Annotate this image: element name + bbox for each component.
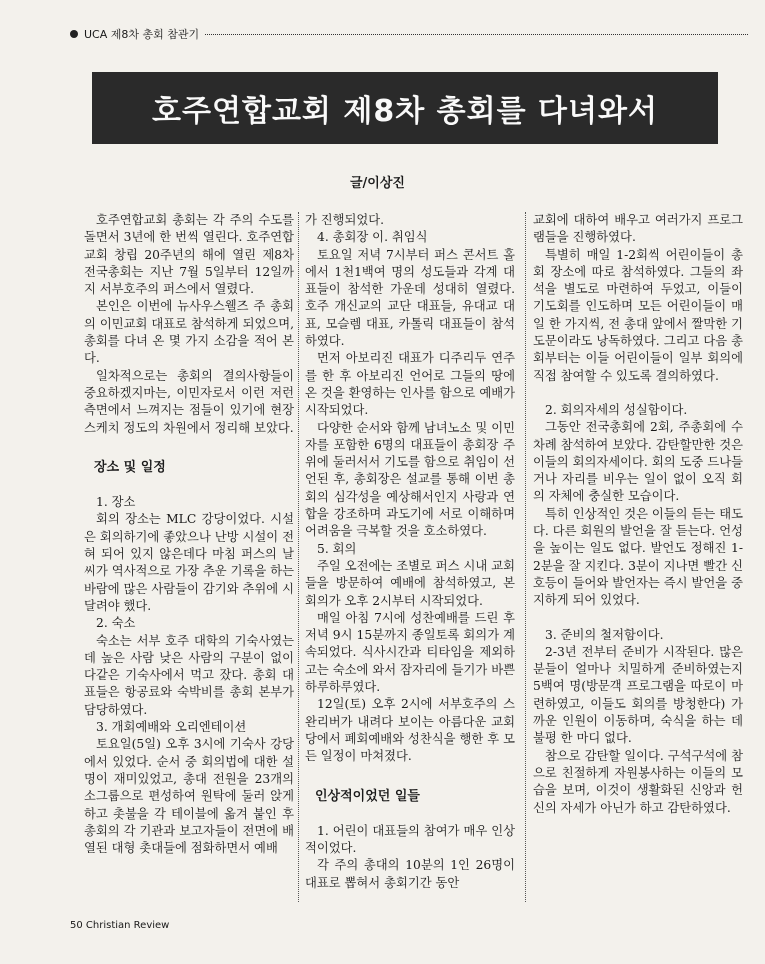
paragraph: 본인은 이번에 뉴사우스웰즈 주 총회의 이민교회 대표로 참석하게 되었으며, 총회를 다녀 온 몇 가지 소감을 적어 본다.	[84, 299, 294, 366]
paragraph: 그동안 전국총회에 2회, 주총회에 수 차례 참석하여 보았다. 감탄할만한 것은 이들의 회의자세이다. 회의 도중 드나들거나 자리를 비우는 일이 없이 오직 회의 자체에 충실한 모습이다.	[533, 420, 743, 504]
paragraph: 토요일 저녁 7시부터 퍼스 콘서트 홀에서 1천1백여 명의 성도들과 각계 대표들이 참석한 가운데 성대히 열렸다. 호주 개신교의 교단 대표들, 유대교 대표, 모슬렘 대표, 카톨릭 대표들이 참석하였다.	[305, 247, 515, 349]
subheading: 2. 회의자세의 성실함이다.	[545, 402, 688, 417]
column-divider	[525, 212, 526, 902]
section-header-label: UCA 제8차 총회 참관기	[84, 28, 200, 41]
section-heading: 인상적이었던 일들	[315, 788, 420, 804]
paragraph: 교회에 대하여 배우고 여러가지 프로그램들을 진행하였다.	[533, 213, 743, 245]
column-2	[305, 212, 515, 892]
subheading: 4. 총회장 이. 취임식	[317, 230, 428, 245]
paragraph: 호주연합교회 총회는 각 주의 수도를 돌면서 3년에 한 번씩 열린다. 호주연합교회 창립 20주년의 해에 열린 제8차 전국총회는 지난 7월 5일부터 12일까지 서부호주의 퍼스에서 열렸다.	[84, 213, 294, 297]
paragraph: 주일 오전에는 조별로 퍼스 시내 교회들을 방문하여 예배에 참석하였고, 본 회의가 오후 2시부터 시작되었다.	[305, 558, 515, 608]
paragraph: 매일 아침 7시에 성찬예배를 드린 후 저녁 9시 15분까지 종일토록 회의가 계속되었다. 식사시간과 티타임을 제외하고는 숙소에 와서 잠자리에 들기가 바쁜 하루하루였다.	[305, 610, 515, 695]
spacer	[533, 385, 743, 402]
subheading: 3. 개회예배와 오리엔테이션	[96, 720, 247, 735]
paragraph: 2-3년 전부터 준비가 시작된다. 많은 분들이 얼마나 치밀하게 준비하였는지 5백여 명(방문객 프로그램을 따로이 마련하였고, 이들도 회의를 방청한다) 가까운 인원이 이동하며, 숙식을 하는 데 불평 한 마디 없다.	[533, 644, 743, 746]
paragraph: 참으로 감탄할 일이다. 구석구석에 참으로 친절하게 자원봉사하는 이들의 모습을 보며, 이것이 생활화된 신앙과 헌신의 자세가 아닌가 하고 감탄하였다.	[533, 748, 743, 815]
subheading: 2. 숙소	[96, 616, 136, 631]
bullet-icon	[70, 30, 78, 38]
paragraph: 가 진행되었다.	[305, 213, 385, 227]
subheading: 1. 어린이 대표들의 참여가 매우 인상적이었다.	[305, 823, 515, 856]
paragraph: 일차적으로는 총회의 결의사항들이 중요하겠지마는, 이민자로서 이런 저런 측면에서 느껴지는 점들이 있기에 현장 스케치 정도의 차원에서 정리해 보았다.	[84, 368, 294, 435]
paragraph: 12일(토) 오후 2시에 서부호주의 스완리버가 내려다 보이는 아름다운 교회당에서 폐회예배와 성찬식을 행한 후 모든 일정이 마쳐졌다.	[305, 697, 515, 764]
paragraph: 특별히 매일 1-2회씩 어린이들이 총회 장소에 따로 참석하였다. 그들의 좌석을 별도로 마련하여 두었고, 이들이 기도회를 인도하며 모든 어린이들이 매일 한 가지씩, 전 총대 앞에서 짤막한 기도문이라도 낭독하였다. 그리고 다음 총회부터는 이들 어린이들이 일부 회의에 직접 참여할 수 있도록 결의하였다.	[533, 247, 743, 383]
paragraph: 토요일(5일) 오후 3시에 기숙사 강당에서 있었다. 순서 중 회의법에 대한 설명이 재미있었고, 총대 전원을 23개의 소그룹으로 편성하여 원탁에 둘러 앉게 하고 촛불을 각 테이블에 옮겨 붙인 후 총회의 각 기관과 보고자들이 전면에 배열된 대형 촛대들에 점화하면서 예배	[84, 737, 294, 856]
column-divider	[298, 212, 299, 902]
section-heading: 장소 및 일정	[94, 459, 166, 475]
subheading: 3. 준비의 철저함이다.	[545, 627, 664, 642]
byline: 글/이상진	[350, 176, 405, 191]
section-header	[70, 24, 748, 44]
paragraph: 먼저 아보리진 대표가 디주리두 연주를 한 후 아보리진 언어로 그들의 땅에 온 것을 환영하는 인사를 함으로 예배가 시작되었다.	[305, 351, 515, 418]
paragraph: 다양한 순서와 함께 남녀노소 및 이민자를 포함한 6명의 대표들이 총회장 주위에 둘러서서 기도를 함으로 취임이 선언된 후, 총회장은 설교를 통해 이번 총회의 심각성을 예상해서인지 사랑과 연합을 강조하며 과도기에 서로 이해하며 어려움을 극복할 것을 호소하였다.	[305, 420, 515, 539]
column-3	[533, 212, 743, 817]
paragraph: 각 주의 총대의 10분의 1인 26명이 대표로 뽑혀서 총회기간 동안	[305, 858, 515, 890]
paragraph: 특히 인상적인 것은 이들의 듣는 태도다. 다른 회원의 발언을 잘 듣는다. 언성을 높이는 일도 없다. 발언도 정해진 1-2분을 잘 지킨다. 3분이 지나면 빨간 신호등이 들어와 발언자는 즉시 발언을 중지하게 되어 있었다.	[533, 506, 743, 608]
article-title: 호주연합교회 제8차 총회를 다녀와서	[152, 94, 658, 129]
paragraph: 회의 장소는 MLC 강당이었다. 시설은 회의하기에 좋았으나 난방 시설이 전혀 되어 있지 않은데다 마침 퍼스의 날씨가 역사적으로 가장 추운 기록을 하는 바람에 많은 사람들이 감기와 추위에 시달려야 했다.	[84, 512, 294, 613]
subheading: 1. 장소	[96, 495, 136, 510]
subheading: 5. 회의	[317, 541, 357, 556]
paragraph: 숙소는 서부 호주 대학의 기숙사였는데 높은 사람 낮은 사람의 구분이 없이 다같은 기숙사에서 먹고 잤다. 총회 대표들은 항공료와 숙박비를 총회 본부가 담당하였다.	[84, 633, 294, 717]
column-1	[84, 212, 294, 857]
page-footer: 50 Christian Review	[70, 920, 170, 931]
dotted-rule	[205, 34, 748, 35]
title-banner	[92, 72, 718, 144]
spacer	[533, 610, 743, 627]
